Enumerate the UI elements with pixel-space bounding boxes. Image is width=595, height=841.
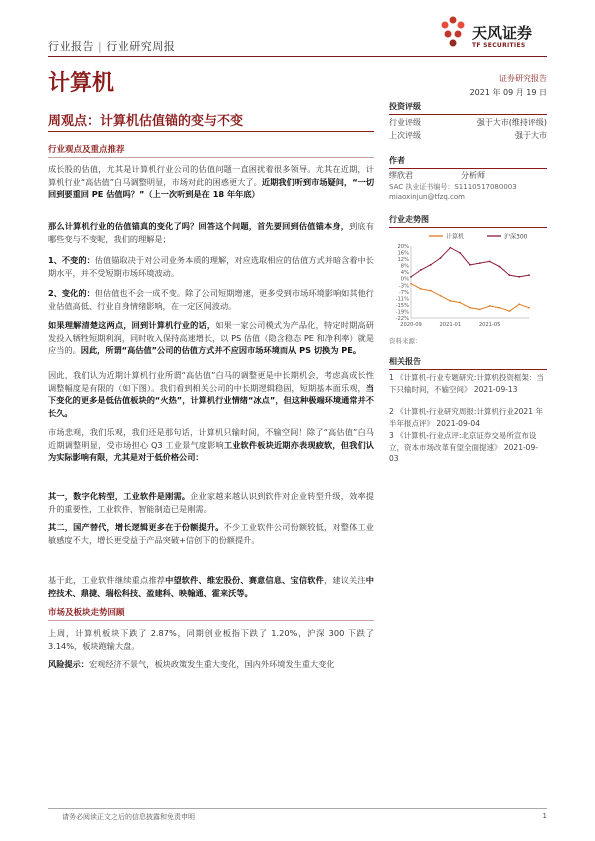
paragraph-recommendations xyxy=(48,574,374,599)
industry-name: 计算机 xyxy=(48,71,115,96)
page-footer xyxy=(48,808,547,822)
data-point xyxy=(528,307,530,309)
industry-trend-chart xyxy=(389,230,547,330)
data-point xyxy=(420,269,422,271)
anchor-text: 到底有哪些变与不变呢，我们的理解是； xyxy=(48,221,374,244)
data-point xyxy=(449,300,451,302)
y-tick-label: 8% xyxy=(400,263,409,270)
sentiment-text: 市场悲观，我们乐观，我们还是那句话，计算机只输时间，不输空间！除了“高估值”白马近期调整明显，受市场担心 Q3 工业景气度影响 xyxy=(48,427,374,450)
rec-text-2: ，建议关注 xyxy=(323,575,366,585)
data-point xyxy=(459,252,461,254)
rating-row-industry xyxy=(389,117,547,128)
header-divider xyxy=(48,56,547,57)
y-tick-label: 12% xyxy=(397,257,409,264)
chart-series xyxy=(410,247,530,312)
y-tick-label: -3% xyxy=(398,283,409,290)
data-point xyxy=(528,274,530,276)
section-title-market: 市场及板块走势回顾 xyxy=(48,608,125,618)
changed-text: 但估值也不会一成不变。除了公司短期增速，更多受到市场环境影响如其他行业估值高低、行业自身情绪影响，在一定区间波动。 xyxy=(48,288,374,311)
ps-text: 如果一家公司模式为产品化，特定时期高研发投入牺牲短期利润，同时收入保持高速增长，以 PS 估值（隐含稳态 PE 和净利率）就是应当的。 xyxy=(48,320,374,356)
reason-two-text: 不少工业软件公司份额较低，对整体工业敏感度不大，增长更受益于产品突破+信创下的份额提升。 xyxy=(48,522,374,545)
report-category xyxy=(48,38,175,54)
chart-y-axis xyxy=(396,244,411,322)
title-underline xyxy=(48,131,374,132)
section-title-views: 行业观点及重点推荐 xyxy=(48,145,125,155)
data-point xyxy=(499,307,501,309)
data-point xyxy=(508,310,510,312)
data-point xyxy=(499,266,501,268)
data-point xyxy=(479,309,481,311)
data-point xyxy=(489,261,491,263)
rating-label: 上次评级 xyxy=(389,131,421,140)
paragraph-digital-transformation xyxy=(48,490,374,515)
legend-label: 计算机 xyxy=(446,233,465,241)
paragraph-risk xyxy=(48,658,374,671)
footer-disclaimer: 请务必阅读正文之后的信息披露和免责申明 xyxy=(62,813,195,821)
y-tick-label: 4% xyxy=(400,270,409,277)
data-point xyxy=(449,247,451,249)
data-point xyxy=(420,288,422,290)
y-tick-label: 20% xyxy=(397,244,409,250)
intro-question: 近期我们听到市场疑问，“一切回到要重回 PE 估值吗？”（上一次听到是在 18 年年底） xyxy=(48,176,375,200)
data-point xyxy=(518,303,520,305)
report-type: 证券研究报告 xyxy=(499,74,547,83)
opportunity-conclusion: 当下变化的更多是低估值板块的“火热”，计算机行业情绪“冰点”，但这种极端环境通常并不长久。 xyxy=(48,382,374,418)
rating-header: 投资评级 xyxy=(389,101,547,115)
data-point xyxy=(489,305,491,307)
data-point xyxy=(430,290,432,292)
paragraph-opportunity xyxy=(48,369,374,419)
y-tick-label: -19% xyxy=(395,309,409,316)
rating-label: 行业评级 xyxy=(389,118,421,127)
author-role: 分析师 xyxy=(461,171,485,180)
reason-one-label: 其一，数字化转型，工业软件是刚需。 xyxy=(48,491,191,501)
paragraph-unchanged xyxy=(48,254,374,279)
legend-label: 沪深300 xyxy=(504,233,528,241)
ps-conclusion: 因此，所谓“高估值”公司的估值方式并不应因市场环境而从 PS 切换为 PE。 xyxy=(80,345,362,356)
section-underline xyxy=(48,157,374,158)
reason-two-label: 其二，国产替代，增长逻辑更多在于份额提升。 xyxy=(48,522,224,532)
author-header: 作者 xyxy=(389,155,547,169)
unchanged-text: 估值锚取决于对公司业务本质的理解，对应选取相应的估值方式并暗含着中长期水平，并不受短期市场环境波动。 xyxy=(48,255,374,278)
section-underline xyxy=(48,620,374,621)
y-tick-label: -7% xyxy=(398,289,409,296)
sentiment-conclusion: 工业软件板块近期亦表现疲软，但我们认为实际影响有限，尤其是对于低价格公司： xyxy=(48,439,374,463)
data-point xyxy=(430,264,432,266)
author-row xyxy=(389,170,547,181)
anchor-question: 那么计算机行业的估值锚真的变化了吗？回答这个问题，首先要回到估值锚本身， xyxy=(48,221,350,231)
paragraph-changed xyxy=(48,287,374,312)
unchanged-label: 1、不变的： xyxy=(48,255,95,265)
rating-value: 强于大市 xyxy=(515,131,547,140)
rating-row-previous xyxy=(389,130,547,141)
logo-mark-icon xyxy=(438,14,468,52)
changed-label: 2、变化的： xyxy=(48,288,95,298)
chart-legend xyxy=(429,233,528,241)
rating-value: 强于大市(维持评级) xyxy=(476,118,547,127)
y-tick-label: -11% xyxy=(395,296,409,303)
y-tick-label: -15% xyxy=(395,302,409,309)
watch-stocks: 中控技术、鼎捷、瑞松科技、盈建科、映翰通、霍来沃等。 xyxy=(48,575,374,598)
logo-text-cn: 天风证券 xyxy=(472,24,533,42)
category-separator: | xyxy=(98,40,103,53)
paragraph-domestic-substitution xyxy=(48,521,374,546)
report-title: 周观点：计算机估值锚的变与不变 xyxy=(48,114,244,129)
risk-label: 风险提示： xyxy=(48,659,89,669)
x-tick-label: 2020-09 xyxy=(400,322,422,328)
rec-stocks: 中望软件、维宏股份、赛意信息、宝信软件 xyxy=(165,575,324,585)
paragraph-valuation-anchor xyxy=(48,220,374,245)
paragraph-ps-valuation xyxy=(48,319,374,357)
author-cert: SAC 执业证书编号：S1110517080003 xyxy=(389,183,517,191)
logo-text-en: TF SECURITIES xyxy=(472,42,526,49)
page-number: 1 xyxy=(542,812,547,820)
related-report-1[interactable]: 1 《计算机-行业专题研究:计算机投资框架：当下只输时间，不输空间》 2021-09-13 xyxy=(389,373,544,394)
x-tick-label: 2021-01 xyxy=(439,322,462,328)
x-tick-label: 2021-05 xyxy=(478,322,501,328)
category-secondary: 行业研究周报 xyxy=(106,40,176,53)
reason-one-text: 企业家越来越认识到软件对企业转型升级，效率提升的重要性，工业软件、智能制造已是刚需。 xyxy=(48,491,374,514)
chart-header: 行业走势图 xyxy=(389,214,547,228)
data-point xyxy=(469,307,471,309)
data-point xyxy=(410,283,412,285)
report-date: 2021 年 09 月 19 日 xyxy=(469,88,547,97)
data-point xyxy=(479,262,481,264)
data-point xyxy=(508,274,510,276)
data-point xyxy=(440,295,442,297)
category-primary: 行业报告 xyxy=(48,40,94,53)
y-tick-label: 16% xyxy=(397,250,409,257)
risk-text: 宏观经济不景气，板块政策发生重大变化，国内外环境发生重大变化 xyxy=(88,659,335,669)
company-logo xyxy=(438,14,568,58)
paragraph-intro xyxy=(48,163,374,201)
paragraph-weekly-review: 上周，计算机板块下跌了 2.87%，同期创业板指下跌了 1.20%，沪深 300 下跌了 3.14%，板块跑输大盘。 xyxy=(48,628,374,651)
chart-source: 资料来源： xyxy=(389,337,422,345)
chart-x-axis xyxy=(400,318,529,328)
related-report-2[interactable]: 2 《计算机-行业研究周报:计算机行业2021 年半年报点评》 2021-09-04 xyxy=(389,407,543,428)
author-name: 缪欣君 xyxy=(389,171,413,180)
paragraph-market-sentiment xyxy=(48,426,374,464)
author-email[interactable]: miaoxinjun@tfzq.com xyxy=(389,193,465,201)
y-tick-label: -22% xyxy=(395,316,409,322)
ps-lead: 如果理解清楚这两点，回到计算机行业的话， xyxy=(48,320,216,330)
opportunity-text: 因此，我们认为近期计算机行业所谓“高估值”白马的调整更是中长期机会，考虑高成长性调整幅度是有限的（如下图）。我们看到相关公司的中长期逻辑稳固，短期基本面乐观， xyxy=(48,370,374,393)
data-point xyxy=(518,276,520,278)
related-report-3[interactable]: 3 《计算机-行业点评:北京证券交易所宣布设立，资本市场改革有望全面提速》 2021-09-03 xyxy=(389,431,538,463)
related-header: 相关报告 xyxy=(389,356,547,370)
y-tick-label: 0% xyxy=(400,276,409,283)
intro-text: 成长股的估值，尤其是计算机行业公司的估值问题一直困扰着很多领导。尤其在近期，计算机行业“高估值”白马调整明显，市场对此的困惑更大了。 xyxy=(48,164,374,187)
series-line xyxy=(411,248,529,277)
data-point xyxy=(459,302,461,304)
data-point xyxy=(469,264,471,266)
data-point xyxy=(410,276,412,278)
rec-text: 基于此，工业软件继续重点推荐 xyxy=(48,575,166,585)
data-point xyxy=(440,257,442,259)
